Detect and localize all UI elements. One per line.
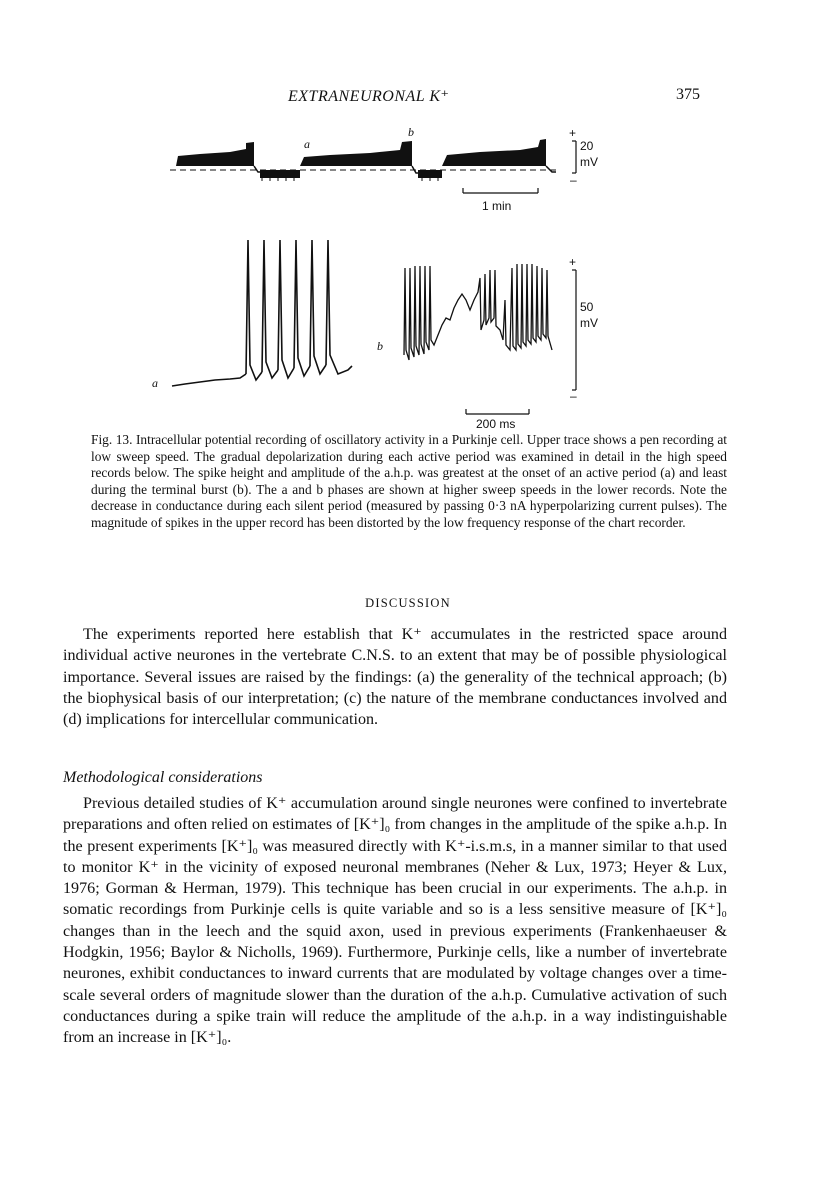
upper-voltage-unit: mV [580,155,598,169]
lower-voltage-scale-bar [572,270,576,390]
upper-polarity-minus: – [570,173,577,187]
upper-time-scale-bar [463,188,538,193]
body-paragraph [63,624,727,730]
figure-caption: Fig. 13. Intracellular potential recording of oscillatory activity in a Purkinje cell. Upper trace shows a pen recording at low sweep speed. The gradual depolarization during each active period was examined in detail in the high speed records below. The spike height and amplitude of the a.h.p. was greatest at the onset of an active period (a) and least during the terminal burst (b). The a and b phases are shown at higher sweep speeds in the lower records. Note the decrease in conductance during each silent period (measured by passing 0·3 nA hyperpolarizing current pulses). The magnitude of spikes in the upper record has been distorted by the low frequency response of the chart recorder. [91,432,727,530]
upper-voltage-scale-bar [572,141,576,173]
paragraph-text: Previous detailed studies of K⁺ accumulation around single neurones were confined to invertebrate preparations and often relied on estimates of [K⁺]₀ from changes in the amplitude of the spike a.h.p. In the present experiments [K⁺]₀ was measured directly with K⁺-i.s.m.s, in a manner similar to that used to monitor K⁺ in the vicinity of exposed neuronal membranes (Neher & Lux, 1973; Heyer & Lux, 1976; Gorman & Herman, 1979). This technique has been crucial in our experiments. The a.h.p. in somatic recordings from Purkinje cells is quite variable and so is a less sensitive measure of [K⁺]₀ changes than in the leech and the squid axon, used in previous experiments (Frankenhaeuser & Hodgkin, 1956; Baylor & Nicholls, 1969). Furthermore, Purkinje cells, like a number of invertebrate neurones, exhibit conductances to inward currents that are modulated by voltage changes over a time-scale several orders of magnitude slower than the duration of the a.h.p. Cumulative activation of such conductances during a spike train will reduce the amplitude of the a.h.p. in a way indistinguishable from an increase in [K⁺]₀. [63,795,727,1047]
figure-13 [0,0,816,430]
trace-label-b-upper: b [408,125,414,139]
upper-voltage-value: 20 [580,139,594,153]
body-paragraph [63,793,727,1049]
lower-trace-a [172,240,352,386]
trace-label-a-upper: a [304,137,310,151]
paragraph-text: The experiments reported here establish that K⁺ accumulates in the restricted space around individual active neurones in the vertebrate C.N.S. to an extent that may be of possible physiological importance. Several issues are raised by the findings: (a) the generality of the technical approach; (b) the biophysical basis of our interpretation; (c) the nature of the membrane conductances involved and (d) implications for intercellular communication. [63,626,727,729]
lower-time-scale-label: 200 ms [476,417,516,430]
upper-trace [170,139,556,181]
subheading-methodological: Methodological considerations [63,769,263,786]
lower-polarity-plus: + [569,255,577,269]
running-title: EXTRANEURONAL K⁺ [288,88,450,105]
trace-label-a-lower: a [152,376,158,390]
lower-polarity-minus: – [570,389,577,403]
lower-time-scale-bar [466,409,529,414]
lower-trace-b [404,264,552,360]
lower-voltage-value: 50 [580,300,594,314]
section-heading-discussion: DISCUSSION [365,596,451,610]
upper-polarity-plus: + [569,126,577,140]
page-number: 375 [676,86,700,103]
lower-voltage-unit: mV [580,316,598,330]
trace-label-b-lower: b [377,339,383,353]
upper-time-scale-label: 1 min [482,199,512,213]
